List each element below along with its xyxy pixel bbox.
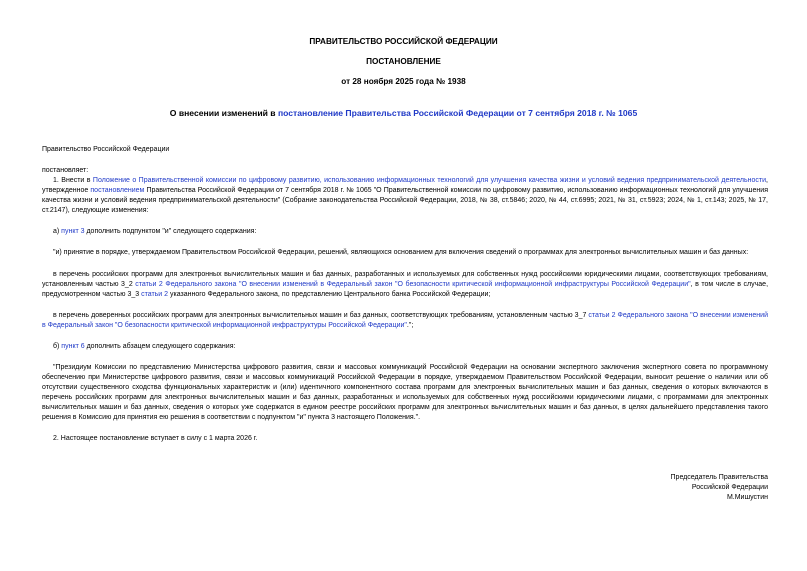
list2-text-a: в перечень доверенных российских программ для электронных вычислительных машин и баз данных, соответствующих требованиям, установленным частью 3_7 <box>53 312 589 319</box>
pa-text-a: а) <box>53 228 62 235</box>
signature-role-1: Председатель Правительства <box>670 474 768 481</box>
regulation-link[interactable]: Положение о Правительственной комиссии по цифровому развитию, использованию информационных технологий для улучшения качества жизни и условий ведения предпринимательской деятельности <box>92 177 767 184</box>
paragraph-presidium: "Президиум Комиссии по представлению Министерства цифрового развития, связи и массовых коммуникаций Российской Федерации на основании экспертного заключения экспертного совета по программному обеспечению при Министерстве цифрового развития, связи и массовых коммуникаций Российской Федерации в порядке, утверждаемом Правительством Российской Федерации, выносит решение о наличии или об отсутствии существенного сходства функциональных характеристик и (или) идентичного компонентного состава программ для электронных вычислительных машин и баз данных, сведения о которых включаются в перечень российских программ для электронных вычислительных машин и баз данных, разработанных и используемых для собственных нужд российскими юридическими лицами, с программами для электронных вычислительных машин и баз данных, сведения о которых уже содержатся в едином реестре российских программ для электронных вычислительных машин и баз данных, в целях дальнейшего представления такого решения в Комиссию для принятия ею решения в соответствии с подпунктом "и" пункта 3 настоящего Положения.". <box>42 364 768 421</box>
list1-text-c: указанного Федерального закона, по представлению Центрального банка Российской Федерации; <box>168 291 491 298</box>
paragraph-b <box>42 342 768 352</box>
paragraph-list-2 <box>42 311 768 331</box>
list1-text-b: , в том числе в случае, предусмотренном частью 3_3 <box>42 281 769 298</box>
signature-block <box>671 473 768 503</box>
government-heading: ПРАВИТЕЛЬСТВО РОССИЙСКОЙ ФЕДЕРАЦИИ <box>309 37 498 46</box>
signature-role-2: Российской Федерации <box>691 484 768 491</box>
p1-text-b: , утвержденное <box>42 177 768 194</box>
list2-text-b: ."; <box>406 322 414 329</box>
paragraph-list-1 <box>42 270 768 300</box>
title-prefix: О внесении изменений в <box>169 108 278 118</box>
article-2-law-link-2[interactable]: статьи 2 Федерального закона "О внесении изменений в Федеральный закон "О безопасности критической информационной инфраструктуры Российской Федерации" <box>42 312 768 329</box>
decree-link[interactable]: постановлением <box>90 187 145 194</box>
document-type: ПОСТАНОВЛЕНИЕ <box>366 57 441 66</box>
document-title <box>0 108 807 118</box>
decree-word: постановляет: <box>42 167 89 174</box>
article-2-law-link[interactable]: статьи 2 Федерального закона "О внесении изменений в Федеральный закон "О безопасности критической информационной инфраструктуры Российской Федерации" <box>135 281 691 288</box>
date-and-number: от 28 ноября 2025 года № 1938 <box>341 77 466 86</box>
article-2-link[interactable]: статьи 2 <box>141 291 169 298</box>
government-line: Правительство Российской Федерации <box>42 146 170 153</box>
signature-name: М.Мишустин <box>726 494 768 501</box>
p1-text-a: 1. Внести в <box>53 177 93 184</box>
pa-text-b: дополнить подпунктом "и" следующего содержания: <box>84 228 257 235</box>
paragraph-i: "и) принятие в порядке, утверждаемом Правительством Российской Федерации, решений, являющихся основанием для включения сведений о программах для электронных вычислительных машин и баз данных: <box>53 249 749 256</box>
pb-text-a: б) <box>53 343 62 350</box>
paragraph-a <box>42 227 768 237</box>
paragraph-2: 2. Настоящее постановление вступает в силу с 1 марта 2026 г. <box>53 435 258 442</box>
list1-text-a: в перечень российских программ для электронных вычислительных машин и баз данных, разработанных и используемых для собственных нужд российскими юридическими лицами, соответствующих требованиям, установленным частью 3_2 <box>42 271 768 288</box>
clause-6-link[interactable]: пункт 6 <box>61 343 85 350</box>
clause-3-link[interactable]: пункт 3 <box>61 228 85 235</box>
title-link[interactable]: постановление Правительства Российской Федерации от 7 сентября 2018 г. № 1065 <box>277 108 638 118</box>
paragraph-1 <box>42 176 768 216</box>
p1-text-c: Правительства Российской Федерации от 7 сентября 2018 г. № 1065 "О Правительственной комиссии по цифровому развитию, использованию информационных технологий для улучшения качества жизни и условий ведения предпринимательской деятельности" (Собрание законодательства Российской Федерации, 2018, № 38, ст.5846; 2020, № 44, ст.6995; 2021, № 31, ст.5923; 2024, № 1, ст.143; 2025, № 17, ст.2147), следующие изменения: <box>42 187 768 214</box>
pb-text-b: дополнить абзацем следующего содержания: <box>84 343 236 350</box>
